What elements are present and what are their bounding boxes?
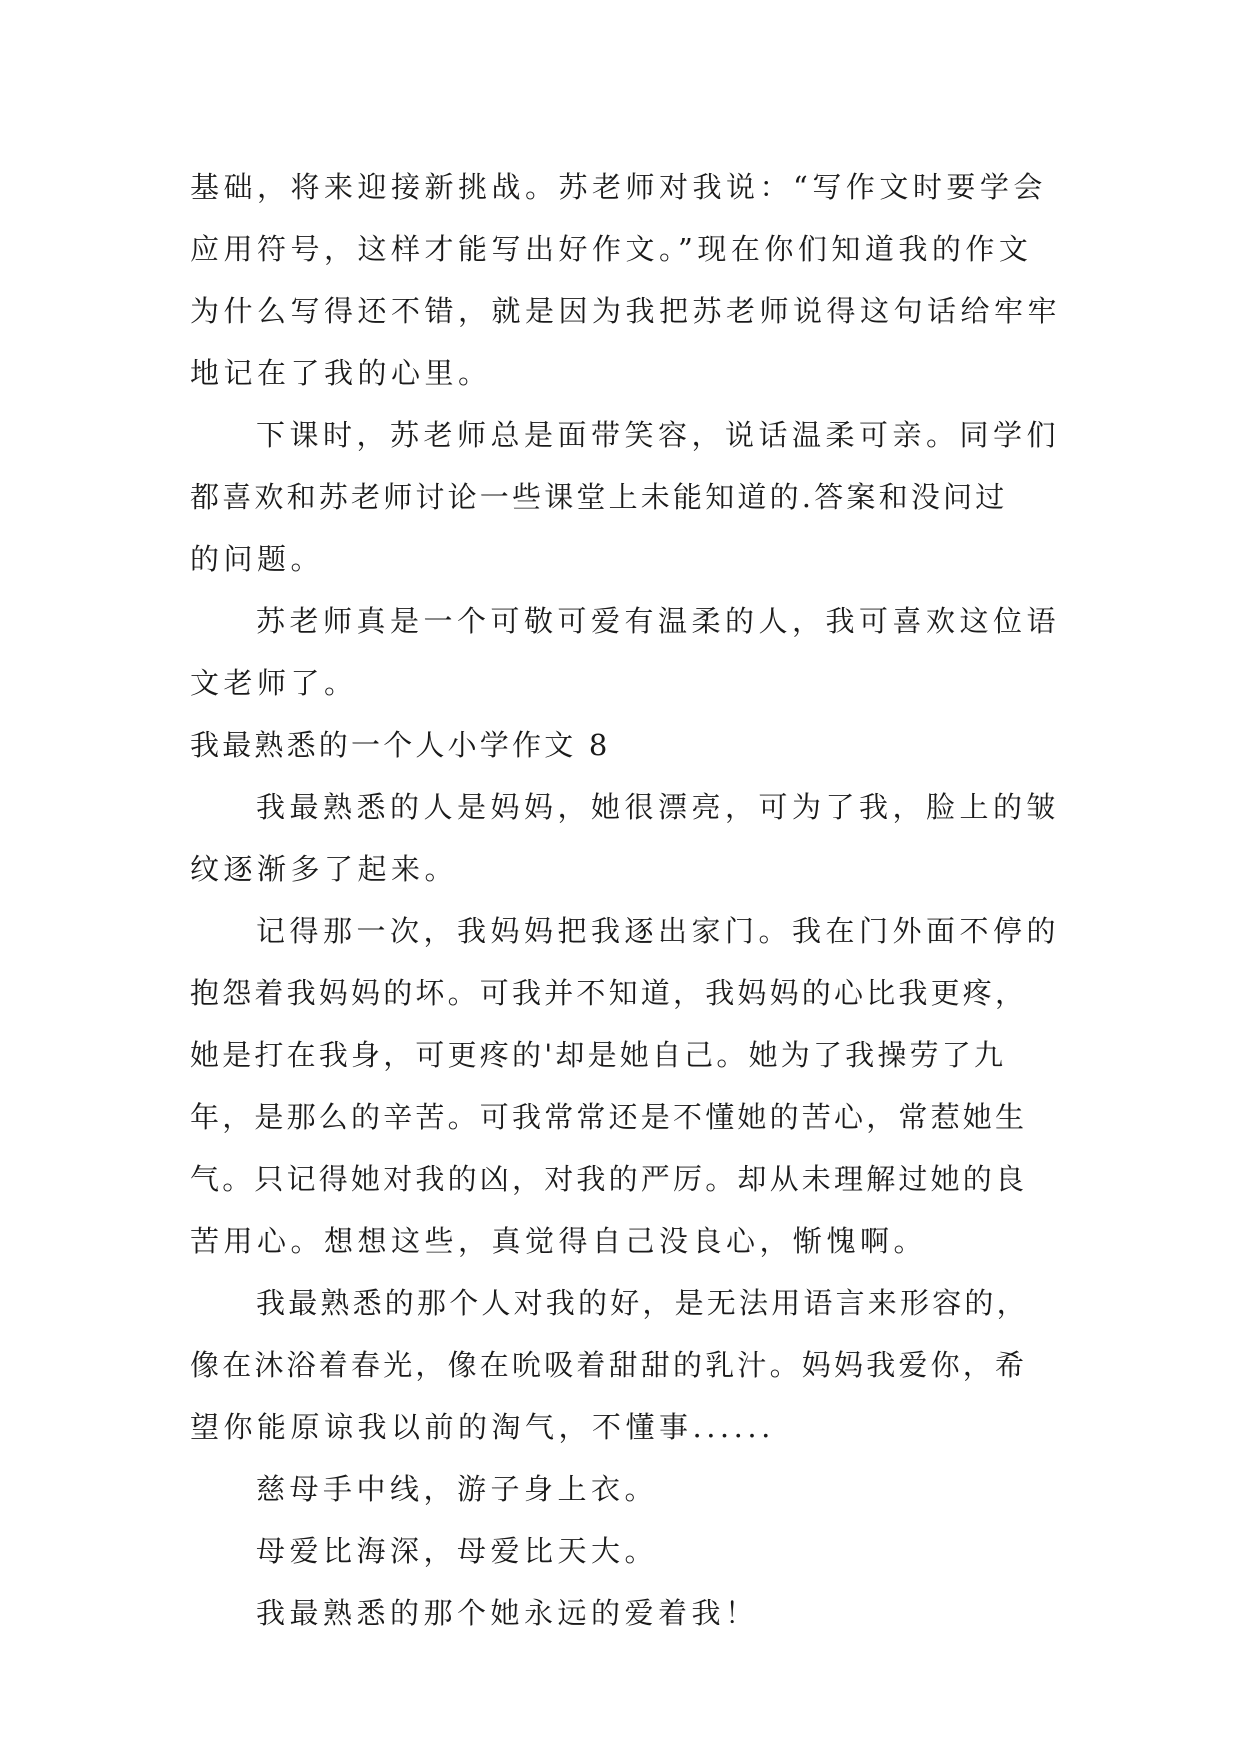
- text-line: 慈母手中线，游子身上衣。: [256, 1472, 659, 1506]
- text-line: 我最熟悉的人是妈妈，她很漂亮，可为了我，脸上的皱: [256, 790, 1061, 824]
- text-line: 苏老师真是一个可敬可爱有温柔的人，我可喜欢这位语: [256, 604, 1061, 638]
- text-line: 的问题。: [190, 542, 325, 576]
- text-line: 我最熟悉的那个她永远的爱着我！: [256, 1596, 759, 1630]
- essay-text: [190, 156, 1070, 1644]
- text-line: 下课时，苏老师总是面带笑容，说话温柔可亲。同学们: [256, 418, 1061, 452]
- text-line: 为什么写得还不错，就是因为我把苏老师说得这句话给牢牢: [190, 294, 1062, 328]
- text-line: 苦用心。想想这些，真觉得自己没良心，惭愧啊。: [190, 1224, 928, 1258]
- text-line: 抱怨着我妈妈的坏。可我并不知道，我妈妈的心比我更疼，: [190, 976, 1028, 1010]
- text-line: 她是打在我身，可更疼的'却是她自己。她为了我操劳了九: [190, 1038, 1007, 1072]
- text-line: 基础，将来迎接新挑战。苏老师对我说：“写作文时要学会: [190, 170, 1047, 204]
- text-line: 年，是那么的辛苦。可我常常还是不懂她的苦心，常惹她生: [190, 1100, 1028, 1134]
- text-line: 文老师了。: [190, 666, 358, 700]
- text-line: 气。只记得她对我的凶，对我的严厉。却从未理解过她的良: [190, 1162, 1028, 1196]
- text-line: 像在沐浴着春光，像在吮吸着甜甜的乳汁。妈妈我爱你，希: [190, 1348, 1028, 1382]
- text-line: 都喜欢和苏老师讨论一些课堂上未能知道的.答案和没问过: [190, 480, 1008, 514]
- text-line: 记得那一次，我妈妈把我逐出家门。我在门外面不停的: [256, 914, 1061, 948]
- section-heading: 我最熟悉的一个人小学作文 8: [190, 728, 611, 762]
- text-line: 望你能原谅我以前的淘气，不懂事......: [190, 1410, 775, 1444]
- text-line: 纹逐渐多了起来。: [190, 852, 459, 886]
- text-line: 我最熟悉的那个人对我的好，是无法用语言来形容的，: [256, 1286, 1029, 1320]
- text-line: 母爱比海深，母爱比天大。: [256, 1534, 659, 1568]
- text-line: 地记在了我的心里。: [190, 356, 492, 390]
- text-line: 应用符号，这样才能写出好作文。”现在你们知道我的作文: [190, 232, 1033, 266]
